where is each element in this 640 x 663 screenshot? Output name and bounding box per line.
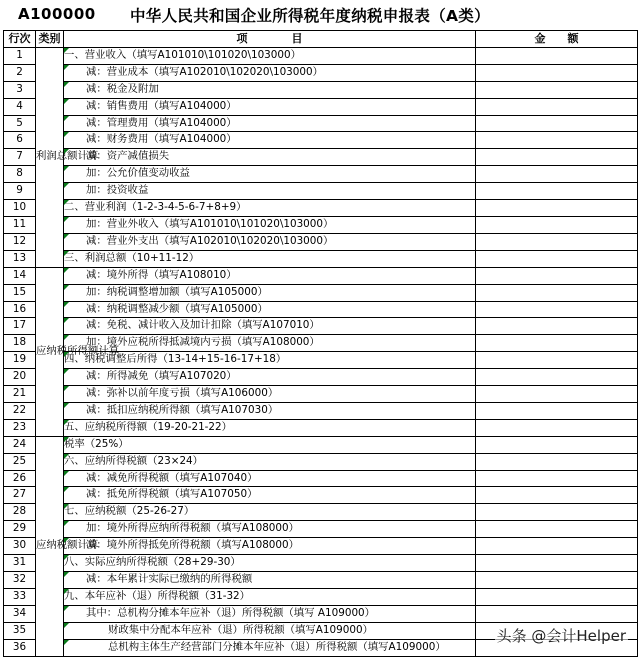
amount-cell[interactable] (476, 453, 638, 470)
table-row (4, 64, 638, 81)
item-label: 减：管理费用（填写A104000） (86, 116, 237, 129)
amount-cell[interactable] (476, 233, 638, 250)
line-number: 31 (4, 555, 36, 572)
line-number: 32 (4, 572, 36, 589)
table-row (4, 436, 638, 453)
item-cell (64, 250, 476, 267)
item-cell (64, 132, 476, 149)
amount-cell[interactable] (476, 81, 638, 98)
item-label: 三、利润总额（10+11-12） (64, 251, 200, 264)
amount-cell[interactable] (476, 555, 638, 572)
item-cell (64, 605, 476, 622)
item-cell (64, 419, 476, 436)
table-row (4, 250, 638, 267)
line-number: 19 (4, 352, 36, 369)
item-label: 六、应纳所得税额（23×24） (64, 454, 204, 467)
item-label: 其中：总机构分摊本年应补（退）所得税额（填写 A109000） (86, 606, 376, 619)
table-row (4, 183, 638, 200)
line-number: 22 (4, 402, 36, 419)
item-cell (64, 386, 476, 403)
amount-cell[interactable] (476, 386, 638, 403)
item-label: 四、纳税调整后所得（13-14+15-16-17+18） (64, 353, 287, 366)
form-title: 中华人民共和国企业所得税年度纳税申报表（A类） (130, 7, 490, 25)
form-code: A100000 (18, 5, 96, 23)
item-label: 减：本年累计实际已缴纳的所得税额 (86, 573, 253, 585)
tax-return-table (3, 30, 638, 657)
col-header-item: 项 目 (64, 31, 476, 48)
item-cell (64, 555, 476, 572)
amount-cell[interactable] (476, 149, 638, 166)
item-label: 减：境外所得抵免所得税额（填写A108000） (86, 539, 300, 552)
item-cell (64, 98, 476, 115)
amount-cell[interactable] (476, 47, 638, 64)
item-cell (64, 639, 476, 656)
amount-cell[interactable] (476, 216, 638, 233)
line-number: 35 (4, 622, 36, 639)
line-number: 13 (4, 250, 36, 267)
table-row (4, 504, 638, 521)
line-number: 20 (4, 369, 36, 386)
table-row (4, 233, 638, 250)
amount-cell[interactable] (476, 436, 638, 453)
table-row (4, 284, 638, 301)
amount-cell[interactable] (476, 419, 638, 436)
line-number: 6 (4, 132, 36, 149)
table-row (4, 369, 638, 386)
item-label: 加：营业外收入（填写A101010\101020\103000） (86, 217, 334, 230)
line-number: 23 (4, 419, 36, 436)
table-row (4, 605, 638, 622)
item-cell (64, 301, 476, 318)
table-row (4, 402, 638, 419)
amount-cell[interactable] (476, 605, 638, 622)
item-label: 减：弥补以前年度亏损（填写A106000） (86, 387, 279, 400)
line-number: 28 (4, 504, 36, 521)
line-number: 16 (4, 301, 36, 318)
item-cell (64, 81, 476, 98)
item-cell (64, 470, 476, 487)
table-row (4, 572, 638, 589)
item-label: 减：税金及附加 (86, 82, 159, 95)
item-label: 八、实际应纳所得税额（28+29-30） (64, 556, 241, 569)
amount-cell[interactable] (476, 284, 638, 301)
category-profit: 利润总额计算 (36, 47, 64, 267)
line-number: 17 (4, 318, 36, 335)
category-taxable-income: 应纳税所得额计算 (36, 267, 64, 436)
item-cell (64, 183, 476, 200)
line-number: 5 (4, 115, 36, 132)
item-label: 九、本年应补（退）所得税额（31-32） (64, 589, 251, 602)
line-number: 27 (4, 487, 36, 504)
table-row (4, 132, 638, 149)
line-number: 21 (4, 386, 36, 403)
table-row (4, 149, 638, 166)
amount-cell[interactable] (476, 352, 638, 369)
item-cell (64, 64, 476, 81)
table-row (4, 318, 638, 335)
item-label: 二、营业利润（1-2-3-4-5-6-7+8+9） (64, 201, 247, 214)
table-row (4, 47, 638, 64)
table-row (4, 115, 638, 132)
item-label: 减：境外所得（填写A108010） (86, 268, 237, 281)
line-number: 34 (4, 605, 36, 622)
line-number: 9 (4, 183, 36, 200)
item-cell (64, 200, 476, 217)
amount-cell[interactable] (476, 318, 638, 335)
line-number: 24 (4, 436, 36, 453)
amount-cell[interactable] (476, 166, 638, 183)
line-number: 33 (4, 588, 36, 605)
amount-cell[interactable] (476, 267, 638, 284)
item-label: 减：所得减免（填写A107020） (86, 370, 237, 383)
item-cell (64, 267, 476, 284)
item-cell (64, 588, 476, 605)
amount-cell[interactable] (476, 335, 638, 352)
item-label: 税率（25%） (64, 437, 129, 450)
line-number: 10 (4, 200, 36, 217)
table-row (4, 216, 638, 233)
watermark: 头条 @会计Helper (496, 627, 626, 645)
line-number: 25 (4, 453, 36, 470)
item-cell (64, 369, 476, 386)
table-row (4, 267, 638, 284)
item-cell (64, 352, 476, 369)
item-label: 一、营业收入（填写A101010\101020\103000） (64, 48, 302, 61)
item-cell (64, 284, 476, 301)
amount-cell[interactable] (476, 132, 638, 149)
table-row (4, 538, 638, 555)
item-label: 减：资产减值损失 (86, 150, 170, 163)
table-row (4, 386, 638, 403)
item-cell (64, 335, 476, 352)
item-label: 减：纳税调整减少额（填写A105000） (86, 302, 268, 315)
amount-cell[interactable] (476, 200, 638, 217)
item-cell (64, 233, 476, 250)
item-label: 减：抵扣应纳税所得额（填写A107030） (86, 403, 279, 416)
amount-cell[interactable] (476, 369, 638, 386)
line-number: 11 (4, 216, 36, 233)
item-cell (64, 453, 476, 470)
item-cell (64, 149, 476, 166)
line-number: 15 (4, 284, 36, 301)
table-row (4, 453, 638, 470)
amount-cell[interactable] (476, 538, 638, 555)
table-row (4, 81, 638, 98)
line-number: 12 (4, 233, 36, 250)
line-number: 1 (4, 47, 36, 64)
item-label: 减：免税、减计收入及加计扣除（填写A107010） (86, 319, 320, 332)
amount-cell[interactable] (476, 470, 638, 487)
item-cell (64, 402, 476, 419)
item-cell (64, 504, 476, 521)
table-row (4, 470, 638, 487)
col-header-category: 类别 (36, 31, 64, 48)
item-label: 财政集中分配本年应补（退）所得税额（填写A109000） (108, 623, 373, 636)
table-row (4, 487, 638, 504)
amount-cell[interactable] (476, 183, 638, 200)
line-number: 2 (4, 64, 36, 81)
item-label: 加：境外所得应纳所得税额（填写A108000） (86, 522, 300, 535)
line-number: 36 (4, 639, 36, 656)
line-number: 7 (4, 149, 36, 166)
item-label: 总机构主体生产经营部门分摊本年应补（退）所得税额（填写A109000） (108, 640, 446, 653)
amount-cell[interactable] (476, 250, 638, 267)
amount-cell[interactable] (476, 504, 638, 521)
item-label: 减：营业外支出（填写A102010\102020\103000） (86, 234, 334, 247)
amount-cell[interactable] (476, 487, 638, 504)
line-number: 18 (4, 335, 36, 352)
line-number: 30 (4, 538, 36, 555)
item-label: 减：营业成本（填写A102010\102020\103000） (86, 65, 324, 78)
line-number: 4 (4, 98, 36, 115)
item-label: 加：投资收益 (86, 184, 149, 197)
item-label: 加：境外应税所得抵减境内亏损（填写A108000） (86, 336, 320, 349)
line-number: 26 (4, 470, 36, 487)
table-row (4, 200, 638, 217)
amount-cell[interactable] (476, 64, 638, 81)
header-row (4, 31, 638, 48)
table-row (4, 352, 638, 369)
table-row (4, 301, 638, 318)
table-row (4, 419, 638, 436)
item-label: 五、应纳税所得额（19-20-21-22） (64, 420, 233, 433)
table-row (4, 335, 638, 352)
title-bar (0, 0, 640, 30)
line-number: 14 (4, 267, 36, 284)
item-label: 七、应纳税额（25-26-27） (64, 505, 195, 518)
amount-cell[interactable] (476, 98, 638, 115)
item-cell (64, 521, 476, 538)
item-cell (64, 115, 476, 132)
item-label: 减：减免所得税额（填写A107040） (86, 471, 258, 484)
item-cell (64, 538, 476, 555)
item-label: 加：公允价值变动收益 (86, 167, 190, 180)
item-cell (64, 216, 476, 233)
item-label: 加：纳税调整增加额（填写A105000） (86, 285, 268, 298)
amount-cell[interactable] (476, 115, 638, 132)
item-cell (64, 47, 476, 64)
category-tax-payable: 应纳税额计算 (36, 436, 64, 656)
item-cell (64, 622, 476, 639)
item-cell (64, 318, 476, 335)
table-row (4, 166, 638, 183)
amount-cell[interactable] (476, 572, 638, 589)
item-label: 减：抵免所得税额（填写A107050） (86, 488, 258, 501)
table-body (4, 47, 638, 656)
line-number: 29 (4, 521, 36, 538)
item-cell (64, 166, 476, 183)
table-row (4, 521, 638, 538)
amount-cell[interactable] (476, 521, 638, 538)
line-number: 8 (4, 166, 36, 183)
col-header-line-no: 行次 (4, 31, 36, 48)
item-cell (64, 436, 476, 453)
item-cell (64, 572, 476, 589)
item-label: 减：财务费用（填写A104000） (86, 133, 237, 146)
table-row (4, 588, 638, 605)
table-row (4, 98, 638, 115)
table-row (4, 555, 638, 572)
line-number: 3 (4, 81, 36, 98)
amount-cell[interactable] (476, 402, 638, 419)
col-header-amount: 金 额 (476, 31, 638, 48)
amount-cell[interactable] (476, 588, 638, 605)
item-cell (64, 487, 476, 504)
item-label: 减：销售费用（填写A104000） (86, 99, 237, 112)
amount-cell[interactable] (476, 301, 638, 318)
